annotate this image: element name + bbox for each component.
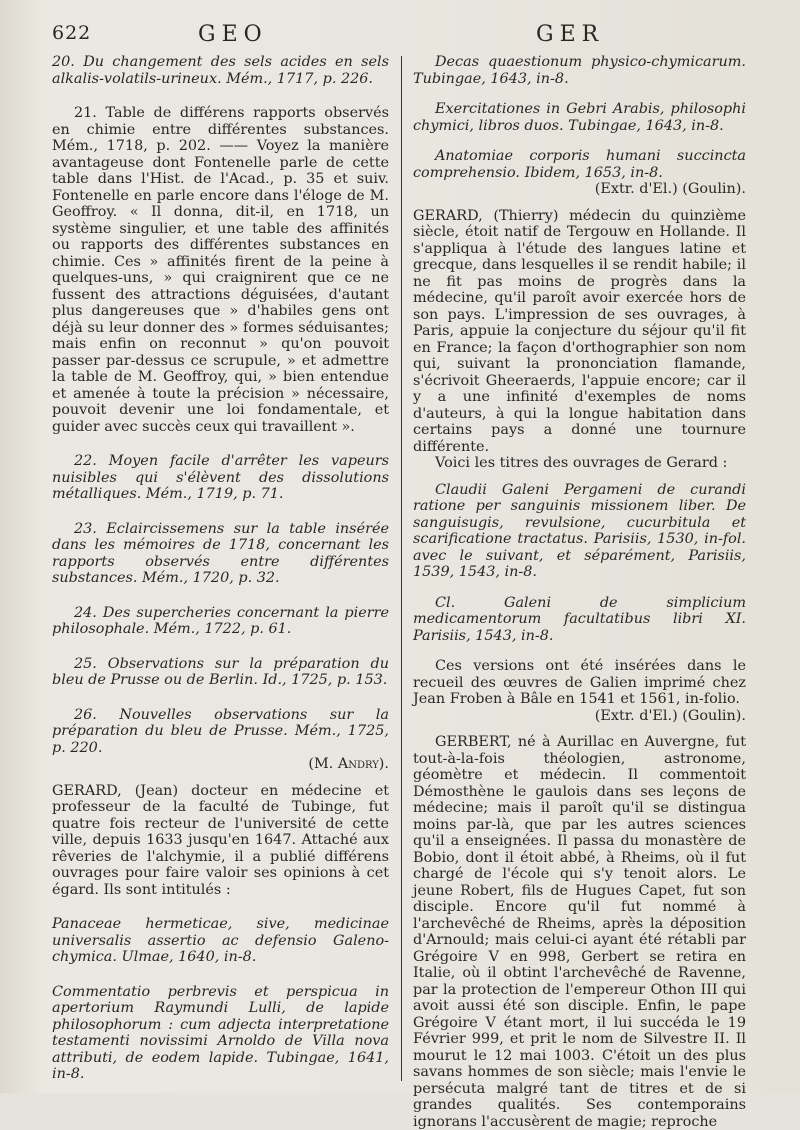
right-column-paragraph: (Extr. d'El.) (Goulin). <box>594 707 746 724</box>
right-column-paragraph: Voici les titres des ouvrages de Gerard : <box>435 455 728 471</box>
right-column-paragraph: GERARD, (Thierry) médecin du quinzième siècle, étoit natif de Tergouw en Hollande. Il s'appliqua à l'étude des langues latine et grecque, dans lesquelles il se rendit habile; il ne fit pas moins de progrès dans la médecine, qu'il paroît avoir exercée hors de son pays. L'impression de ses ouvrages, à Paris, appuie la conjecture du séjour qu'il fit en France; la façon d'orthographier son nom qui, suivant la prononciation flamande, s'écrivoit Gheeraerds, l'appuie encore; car il y a une infinité d'exemples de noms d'auteurs, à qui la longue habitation dans certains pays a donné une tournure différente. <box>413 207 746 455</box>
right-column <box>413 54 746 1130</box>
right-column-paragraph: (Extr. d'El.) (Goulin). <box>594 181 746 197</box>
left-column-paragraph: 22. Moyen facile d'arrêter les vapeurs nuisibles qui s'élèvent des dissolutions métalliques. Mém., 1719, p. 71. <box>52 453 389 502</box>
left-column-paragraph: Commentatio perbrevis et perspicua in apertorium Raymundi Lulli, de lapide philosophorum : cum adjecta interpretatione testamenti novissimi Arnoldo de Villa nova attributi, de eodem lapide. Tubingae, 1641, in-8. <box>52 983 389 1082</box>
right-column-paragraph: Anatomiae corporis humani succincta comprehensio. Ibidem, 1653, in-8. <box>413 148 746 181</box>
right-column-paragraph: Ces versions ont été insérées dans le recueil des œuvres de Galien imprimé chez Jean Froben à Bâle en 1541 et 1561, in-folio. <box>413 658 746 707</box>
left-column <box>52 54 389 1083</box>
right-running-title: GER <box>536 22 605 47</box>
right-column-paragraph: GERBERT, né à Aurillac en Auvergne, fut tout-à-la-fois théologien, astronome, géomètre et médecin. Il commentoit Démosthène le gaulois dans ses leçons de médecine; mais il paroît qu'il se distingua moins par-là, que par les autres sciences qu'il a enseignées. Il passa du monastère de Bobio, dont il étoit abbé, à Rheims, où il fut chargé de l'école qui s'y tenoit alors. Le jeune Robert, fils de Hugues Capet, fut son disciple. Encore qu'il fut nommé à l'archevêché de Rheims, après la déposition d'Arnould; mais celui-ci ayant été rétabli par Grégoire V en 998, Gerbert se retira en Italie, où il obtint l'archevêché de Ravenne, par la protection de l'empereur Othon III qui avoit aussi été son disciple. Enfin, le pape Grégoire V étant mort, il lui succéda le 19 Février 999, et prit le nom de Silvestre II. Il mourut le 12 mai 1003. C'étoit un des plus savans hommes de son siècle; mais l'envie le persécuta malgré tant de titres et de si grandes qualités. Ses contemporains ignorans l'accusèrent de magie; reproche <box>413 734 746 1130</box>
right-column-paragraph: Claudii Galeni Pergameni de curandi ratione per sanguinis missionem liber. De sanguisugis, revulsione, cucurbitula et scarificatione tractatus. Parisiis, 1530, in-fol. avec le suivant, et séparément, Parisiis, 1539, 1543, in-8. <box>413 481 746 580</box>
left-column-paragraph: 25. Observations sur la préparation du bleu de Prusse ou de Berlin. Id., 1725, p. 153. <box>52 655 389 688</box>
running-header <box>0 22 800 56</box>
page-number: 622 <box>52 22 92 44</box>
left-column-paragraph: 26. Nouvelles observations sur la préparation du bleu de Prusse. Mém., 1725, p. 220. <box>52 706 389 756</box>
left-column-paragraph: (M. Andry). <box>308 756 389 772</box>
left-column-paragraph: 20. Du changement des sels acides en sels alkalis-volatils-urineux. Mém., 1717, p. 226. <box>52 54 389 87</box>
right-column-paragraph: Cl. Galeni de simplicium medicamentorum facultatibus libri XI. Parisiis, 1543, in-8. <box>413 594 746 644</box>
left-column-paragraph: GERARD, (Jean) docteur en médecine et professeur de la faculté de Tubinge, fut quatre fois recteur de l'université de cette ville, depuis 1633 jusqu'en 1647. Attaché aux rêveries de l'alchymie, il a publié différens ouvrages pour faire valoir ses opinions à cet égard. Ils sont intitulés : <box>52 782 389 898</box>
left-column-paragraph: 23. Eclaircissemens sur la table insérée dans les mémoires de 1718, concernant les rapports observés entre différentes substances. Mém., 1720, p. 32. <box>52 520 389 586</box>
left-column-paragraph: 24. Des supercheries concernant la pierre philosophale. Mém., 1722, p. 61. <box>52 604 389 637</box>
left-running-title: GEO <box>198 22 268 47</box>
left-column-paragraph: 21. Table de différens rapports observés en chimie entre différentes substances. Mém., 1718, p. 202. —— Voyez la manière avantageuse dont Fontenelle parle de cette table dans l'Hist. de l'Acad., p. 35 et suiv. Fontenelle en parle encore dans l'éloge de M. Geoffroy. « Il donna, dit-il, en 1718, un système singulier, et une table des affinités ou rapports des différentes substances en chimie. Ces » affinités firent de la peine à quelques-uns, » qui craignirent que ce ne fussent des attractions déguisées, d'autant plus dangereuses que » d'habiles gens ont déjà su leur donner des » formes séduisantes; mais enfin on reconnut » qu'on pouvoit passer par-dessus ce scrupule, » et admettre la table de M. Geoffroy, qui, » bien entendue et amenée à toute la précision » nécessaire, pouvoit devenir une loi fondamentale, et guider avec succès ceux qui travaillent ». <box>52 105 389 435</box>
left-column-paragraph: Panaceae hermeticae, sive, medicinae universalis assertio ac defensio Galeno-chymica. Ulmae, 1640, in-8. <box>52 916 389 965</box>
column-divider <box>401 56 402 1081</box>
right-column-paragraph: Exercitationes in Gebri Arabis, philosophi chymici, libros duos. Tubingae, 1643, in-8. <box>413 101 746 134</box>
right-column-paragraph: Decas quaestionum physico-chymicarum. Tubingae, 1643, in-8. <box>413 54 746 87</box>
